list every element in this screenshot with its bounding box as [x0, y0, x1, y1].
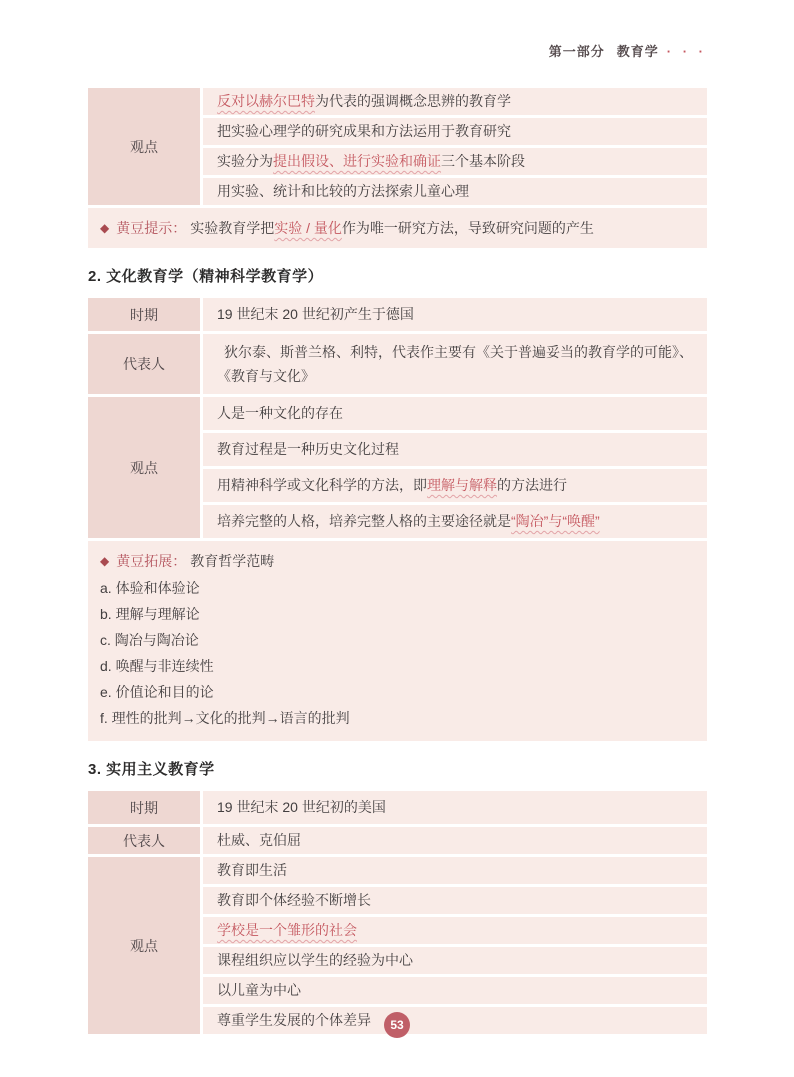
list-item: c. 陶冶与陶冶论	[100, 632, 199, 648]
row-text: 教育即个体经验不断增长	[217, 892, 371, 908]
list-item: b. 理解与理解论	[100, 606, 200, 622]
row-text: 尊重学生发展的个体差异	[217, 1012, 371, 1028]
table-row	[203, 148, 707, 175]
list-item: d. 唤醒与非连续性	[100, 658, 214, 674]
expansion-note	[88, 541, 707, 741]
row-text: 人是一种文化的存在	[217, 405, 343, 421]
list-item: e. 价值论和目的论	[100, 684, 214, 700]
tip-label: 黄豆提示：	[116, 220, 187, 236]
pragmatism-representatives-row	[88, 827, 707, 854]
table-row	[203, 88, 707, 115]
row-text: 杜威、克伯屈	[217, 832, 301, 848]
representatives-header-cell: 代表人	[88, 827, 200, 854]
list-item: a. 体验和体验论	[100, 580, 200, 596]
highlighted-phrase: 提出假设、进行实验和确证	[273, 153, 441, 169]
highlighted-phrase: 反对以赫尔巴特	[217, 93, 315, 109]
cultural-representatives-row	[88, 334, 707, 394]
diamond-icon: ◆	[100, 554, 110, 568]
row-text: 19 世纪末 20 世纪初产生于德国	[217, 306, 414, 322]
table-row	[203, 118, 707, 145]
row-text: 实验分为	[217, 153, 273, 169]
table-row	[203, 887, 707, 914]
cultural-viewpoint-rows	[203, 397, 707, 538]
period-header-cell: 时期	[88, 298, 200, 331]
pragmatism-viewpoint-rows	[203, 857, 707, 1034]
representatives-header-cell: 代表人	[88, 334, 200, 394]
table-row	[203, 947, 707, 974]
page-header	[88, 41, 707, 60]
highlighted-phrase: 理解与解释	[427, 477, 497, 493]
expansion-title-line	[100, 551, 695, 571]
row-text: 19 世纪末 20 世纪初的美国	[217, 799, 386, 815]
table-row	[203, 433, 707, 466]
table-row	[203, 469, 707, 502]
viewpoint-header-cell: 观点	[88, 397, 200, 538]
page-header-part: 第一部分	[548, 44, 605, 59]
table-row	[203, 977, 707, 1004]
table-row	[203, 1007, 707, 1034]
tip-text: 作为唯一研究方法，导致研究问题的产生	[341, 220, 594, 236]
page-content	[88, 88, 707, 1037]
row-text: 为代表的强调概念思辨的教育学	[315, 93, 511, 109]
expansion-title: 教育哲学范畴	[190, 553, 275, 569]
experimental-viewpoint-table	[88, 88, 707, 205]
row-text: 的方法进行	[497, 477, 567, 493]
viewpoint-header-cell: 观点	[88, 88, 200, 205]
page-header-dots: · · ·	[666, 44, 707, 59]
pragmatism-period-row	[88, 791, 707, 824]
row-text: 把实验心理学的研究成果和方法运用于教育研究	[217, 123, 511, 139]
table-row	[203, 298, 707, 331]
row-text: 教育即生活	[217, 862, 287, 878]
highlighted-phrase: 学校是一个雏形的社会	[217, 922, 357, 938]
experimental-viewpoint-rows	[203, 88, 707, 205]
page-header-subject: 教育学	[616, 44, 659, 59]
table-row	[203, 827, 707, 854]
expansion-items	[100, 575, 695, 731]
table-row	[203, 178, 707, 205]
tip-text: 实验教育学把	[190, 220, 275, 236]
table-row	[203, 334, 707, 394]
table-row	[203, 505, 707, 538]
table-row	[203, 397, 707, 430]
cultural-period-row	[88, 298, 707, 331]
row-text: 三个基本阶段	[441, 153, 525, 169]
viewpoint-header-cell: 观点	[88, 857, 200, 1034]
cultural-viewpoint-table	[88, 397, 707, 538]
row-text: 狄尔泰、斯普兰格、利特，代表作主要有《关于普遍妥当的教育学的可能》、《教育与文化》	[217, 344, 693, 384]
section-heading-cultural: 2. 文化教育学（精神科学教育学）	[88, 268, 324, 285]
period-header-cell: 时期	[88, 791, 200, 824]
section-heading-pragmatism: 3. 实用主义教育学	[88, 761, 215, 778]
table-row	[203, 791, 707, 824]
row-text: 培养完整的人格，培养完整人格的主要途径就是	[217, 513, 511, 529]
table-row	[203, 857, 707, 884]
pragmatism-viewpoint-table	[88, 857, 707, 1034]
row-text: 教育过程是一种历史文化过程	[217, 441, 399, 457]
expansion-label: 黄豆拓展：	[116, 553, 187, 569]
table-row	[203, 917, 707, 944]
highlighted-phrase: 实验 / 量化	[274, 220, 342, 236]
row-text: 课程组织应以学生的经验为中心	[217, 952, 413, 968]
row-text: 用实验、统计和比较的方法探索儿童心理	[217, 183, 469, 199]
highlighted-phrase: “陶冶”与“唤醒”	[511, 513, 600, 529]
list-item: f. 理性的批判→文化的批判→语言的批判	[100, 710, 350, 726]
row-text: 以儿童为中心	[217, 982, 301, 998]
diamond-icon: ◆	[100, 221, 110, 235]
row-text: 用精神科学或文化科学的方法，即	[217, 477, 427, 493]
tip-note	[88, 208, 707, 248]
page-number-badge: 53	[384, 1012, 410, 1038]
